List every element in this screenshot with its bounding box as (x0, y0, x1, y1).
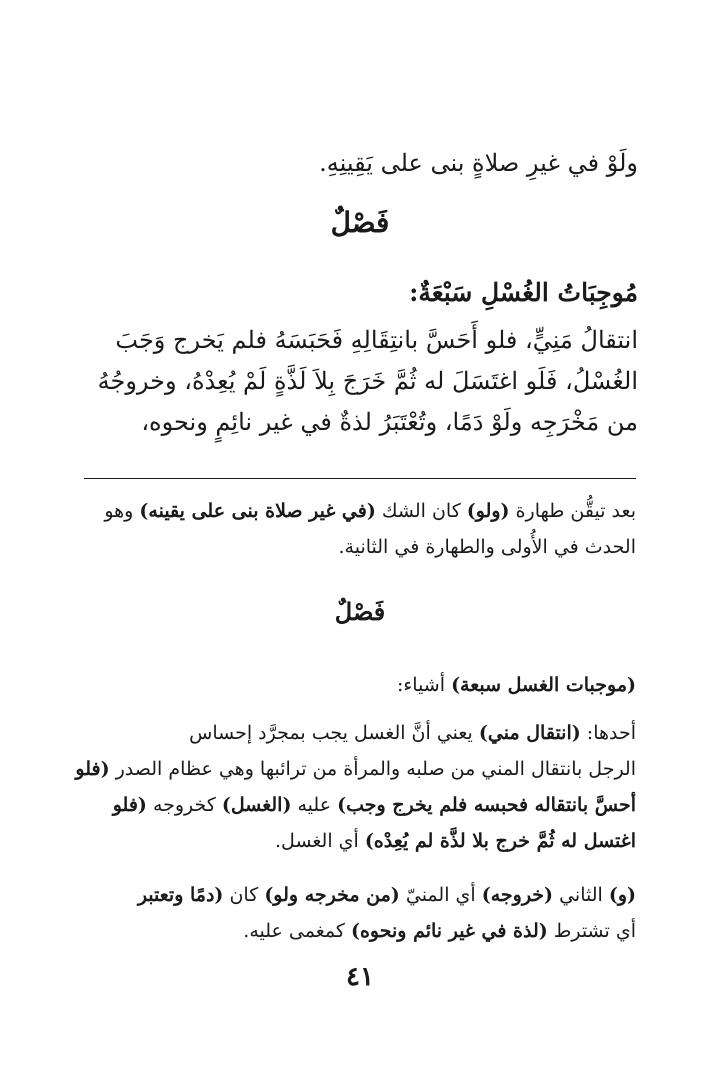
text-run: (موجبات الغسل سبعة) (451, 674, 636, 696)
page-number: ٤١ (346, 962, 374, 992)
section-divider (84, 478, 636, 479)
text-run: أحسَّ بانتقاله فحبسه فلم يخرج وجب) (337, 794, 636, 816)
text-run: اغتسل له ثُمَّ خرج بلا لذَّة لم يُعِدْه) (364, 830, 636, 852)
text-run: (فلو (75, 758, 110, 780)
sharh-paragraph-4-line-2 (84, 917, 636, 945)
text-run: (فلو (112, 794, 147, 816)
text-run: (خروجه) (481, 884, 554, 906)
text-run: كمغمى عليه. (243, 920, 351, 942)
sharh-paragraph-3-line-2 (75, 755, 636, 783)
text-run: الثاني (553, 884, 609, 906)
text-run: كخروجه (146, 794, 222, 816)
matn-section-heading: فَصْلٌ (330, 206, 390, 239)
matn-line-4: من مَخْرَجِه ولَوْ دَمًا، وتُعْتَبَرُ لذةٌ في غير نائِمٍ ونحوه، (141, 408, 638, 436)
sharh-paragraph-1-line-2: الحدث في الأُولى والطهارة في الثانية. (338, 536, 636, 558)
text-run: أشياء: (396, 674, 452, 696)
text-run: كان الشك (375, 500, 467, 522)
text-run: (ولو) (466, 500, 510, 522)
text-run: كان (223, 884, 265, 906)
text-run: (من مخرجه ولو) (264, 884, 400, 906)
text-run: (الغسل) (221, 794, 292, 816)
text-run: أي تشترط (547, 920, 636, 942)
sharh-paragraph-2 (84, 671, 636, 699)
text-run: (دمًا وتعتبر (137, 884, 224, 906)
text-run: أي الغسل. (275, 830, 365, 852)
sharh-paragraph-3-line-3 (84, 791, 636, 819)
text-run: (انتقال مني) (478, 722, 581, 744)
sharh-section-heading: فَصْلٌ (334, 597, 386, 626)
text-run: عليه (291, 794, 338, 816)
text-run: أحدها: (580, 722, 636, 744)
sharh-paragraph-4-line-1 (84, 881, 636, 909)
text-run: يعني أنَّ الغسل يجب بمجرَّد إحساس (189, 722, 479, 744)
matn-line-2: انتقالُ مَنِيٍّ، فلو أَحَسَّ بانتِقَالِهِ فَحَبَسَهُ فلم يَخرج وَجَبَ (115, 326, 638, 354)
sharh-paragraph-3-line-1 (84, 719, 636, 747)
text-run: بعد تيقُّن طهارة (509, 500, 636, 522)
matn-subheading: مُوجِبَاتُ الغُسْلِ سَبْعَةٌ: (409, 278, 638, 307)
text-run: الرجل بانتقال المني من صلبه والمرأة من ترائبها وهي عظام الصدر (109, 758, 636, 780)
sharh-paragraph-1-line-1 (84, 497, 636, 525)
text-run: (لذة في غير نائم ونحوه) (350, 920, 548, 942)
sharh-paragraph-3-line-4 (84, 827, 636, 855)
matn-line-3: الغُسْلُ، فَلَو اغتَسَلَ له ثُمَّ خَرَجَ بِلاَ لَذَّةٍ لَمْ يُعِدْهُ، وخروجُهُ (97, 367, 638, 395)
text-run: وهو (104, 500, 140, 522)
text-run: (و) (608, 884, 636, 906)
matn-line-1: ولَوْ في غيرِ صلاةٍ بنى على يَقِينِهِ. (319, 149, 638, 177)
text-run: (في غير صلاة بنى على يقينه) (139, 500, 376, 522)
text-run: أي المنيّ (399, 884, 482, 906)
